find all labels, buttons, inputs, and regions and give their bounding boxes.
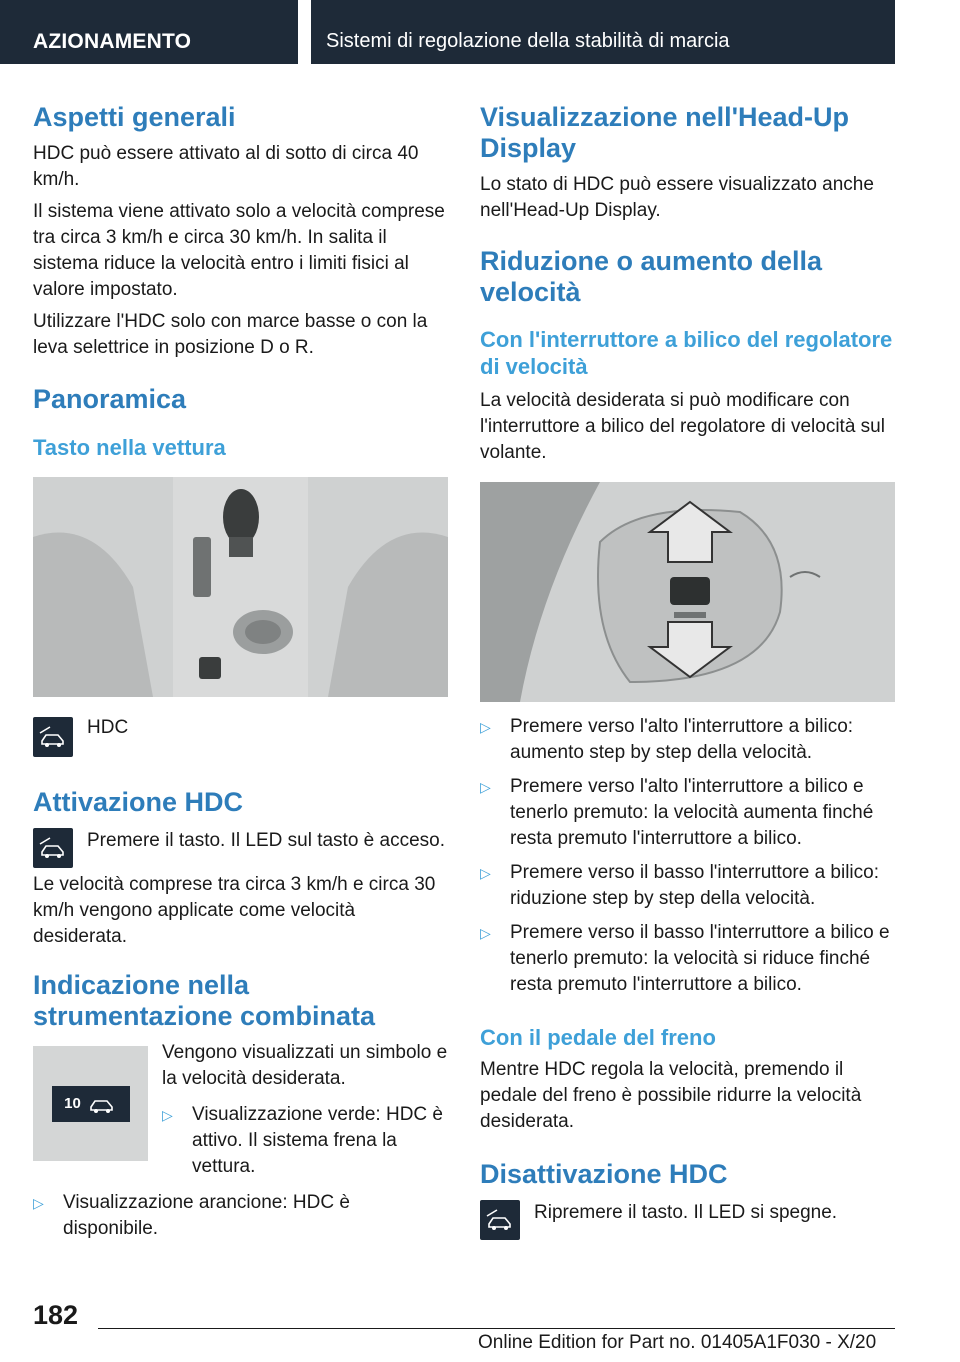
paragraph-usage: Utilizzare l'HDC solo con marce basse o con la leva selettrice in posizione D o R. — [33, 311, 428, 358]
cluster-text — [162, 1042, 449, 1180]
bilico-text: La velocità desiderata si può modificare con l'interruttore a bilico del regolatore di velocità sul volante. — [480, 390, 885, 463]
list-item — [162, 1102, 449, 1180]
cluster-display-image — [33, 1046, 148, 1161]
triangle-bullet-icon: ▷ — [33, 1195, 44, 1211]
activation-press-text: Premere il tasto. Il LED sul tasto è acceso. — [87, 830, 445, 851]
heading-tasto-vettura: Tasto nella vettura — [33, 435, 226, 460]
list-item — [480, 774, 896, 852]
header-section-tab — [0, 0, 298, 64]
right-column — [480, 100, 896, 1240]
hdc-icon — [480, 1200, 520, 1240]
center-console-photo — [33, 477, 448, 697]
paragraph-activation-range: Il sistema viene attivato solo a velocità comprese tra circa 3 km/h e circa 30 km/h. In salita il sistema riduce la velocità entro i limiti fisici al valore impostato. — [33, 201, 445, 300]
header-title-label: Sistemi di regolazione della stabilità di marcia — [326, 30, 730, 52]
heading-pedale-freno: Con il pedale del freno — [480, 1025, 716, 1050]
triangle-bullet-icon: ▷ — [480, 719, 491, 735]
hdc-icon — [33, 828, 73, 868]
deactivation-row — [480, 1200, 896, 1240]
list-item — [480, 920, 896, 998]
bullet-text: Premere verso il basso l'interruttore a bilico: riduzione step by step della velocità. — [510, 862, 879, 909]
left-column — [33, 100, 449, 1242]
triangle-bullet-icon: ▷ — [480, 779, 491, 795]
footer-edition: Online Edition for Part no. 01405A1F030 - X/20 — [478, 1332, 877, 1353]
header-section-label: AZIONAMENTO — [33, 30, 192, 53]
list-item — [33, 1190, 449, 1242]
bullet-arancione-text: Visualizzazione arancione: HDC è disponibile. — [63, 1192, 350, 1239]
paragraph-hdc-speed: HDC può essere attivato al di sotto di circa 40 km/h. — [33, 143, 419, 190]
cluster-speed-value: 10 — [64, 1095, 81, 1112]
rocker-bullet-list — [480, 714, 896, 998]
heading-panoramica: Panoramica — [33, 384, 187, 414]
hdc-icon — [33, 717, 73, 757]
bullet-text: Premere verso il basso l'interruttore a bilico e tenerlo premuto: la velocità si riduce finché resta premuto l'interruttore a bilico. — [510, 922, 890, 995]
hdc-legend — [33, 717, 449, 757]
triangle-bullet-icon: ▷ — [162, 1107, 173, 1123]
heading-aspetti-generali: Aspetti generali — [33, 102, 236, 132]
bullet-text: Premere verso l'alto l'interruttore a bilico e tenerlo premuto: la velocità aumenta finché resta premuto l'interruttore a bilico. — [510, 776, 874, 849]
heading-interruttore-bilico: Con l'interruttore a bilico del regolatore di velocità — [480, 327, 893, 379]
cluster-row — [33, 1042, 449, 1180]
steering-wheel-rocker-photo — [480, 482, 895, 702]
deactivation-text: Ripremere il tasto. Il LED si spegne. — [534, 1202, 838, 1223]
activation-row — [33, 828, 449, 868]
heading-riduzione-aumento: Riduzione o aumento della velocità — [480, 246, 823, 307]
heading-attivazione-hdc: Attivazione HDC — [33, 787, 244, 817]
footer-divider — [98, 1328, 895, 1329]
hdc-icon — [87, 1094, 117, 1114]
heading-head-up-display: Visualizzazione nell'Head-Up Display — [480, 102, 850, 163]
header-title-tab — [311, 0, 895, 64]
activation-speed-text: Le velocità comprese tra circa 3 km/h e circa 30 km/h vengono applicate come velocità desiderata. — [33, 874, 436, 947]
bullet-text: Premere verso l'alto l'interruttore a bilico: aumento step by step della velocità. — [510, 716, 854, 763]
list-item — [480, 860, 896, 912]
cluster-description: Vengono visualizzati un simbolo e la velocità desiderata. — [162, 1042, 448, 1089]
hdc-legend-label: HDC — [87, 717, 129, 738]
pedale-text: Mentre HDC regola la velocità, premendo il pedale del freno è possibile ridurre la velocità desiderata. — [480, 1059, 862, 1132]
page-number: 182 — [33, 1300, 79, 1330]
list-item — [480, 714, 896, 766]
triangle-bullet-icon: ▷ — [480, 865, 491, 881]
triangle-bullet-icon: ▷ — [480, 925, 491, 941]
heading-disattivazione-hdc: Disattivazione HDC — [480, 1159, 728, 1189]
bullet-verde-text: Visualizzazione verde: HDC è attivo. Il sistema frena la vettura. — [192, 1104, 443, 1177]
hud-text: Lo stato di HDC può essere visualizzato anche nell'Head-Up Display. — [480, 174, 874, 221]
heading-indicazione: Indicazione nella strumentazione combinata — [33, 970, 376, 1031]
